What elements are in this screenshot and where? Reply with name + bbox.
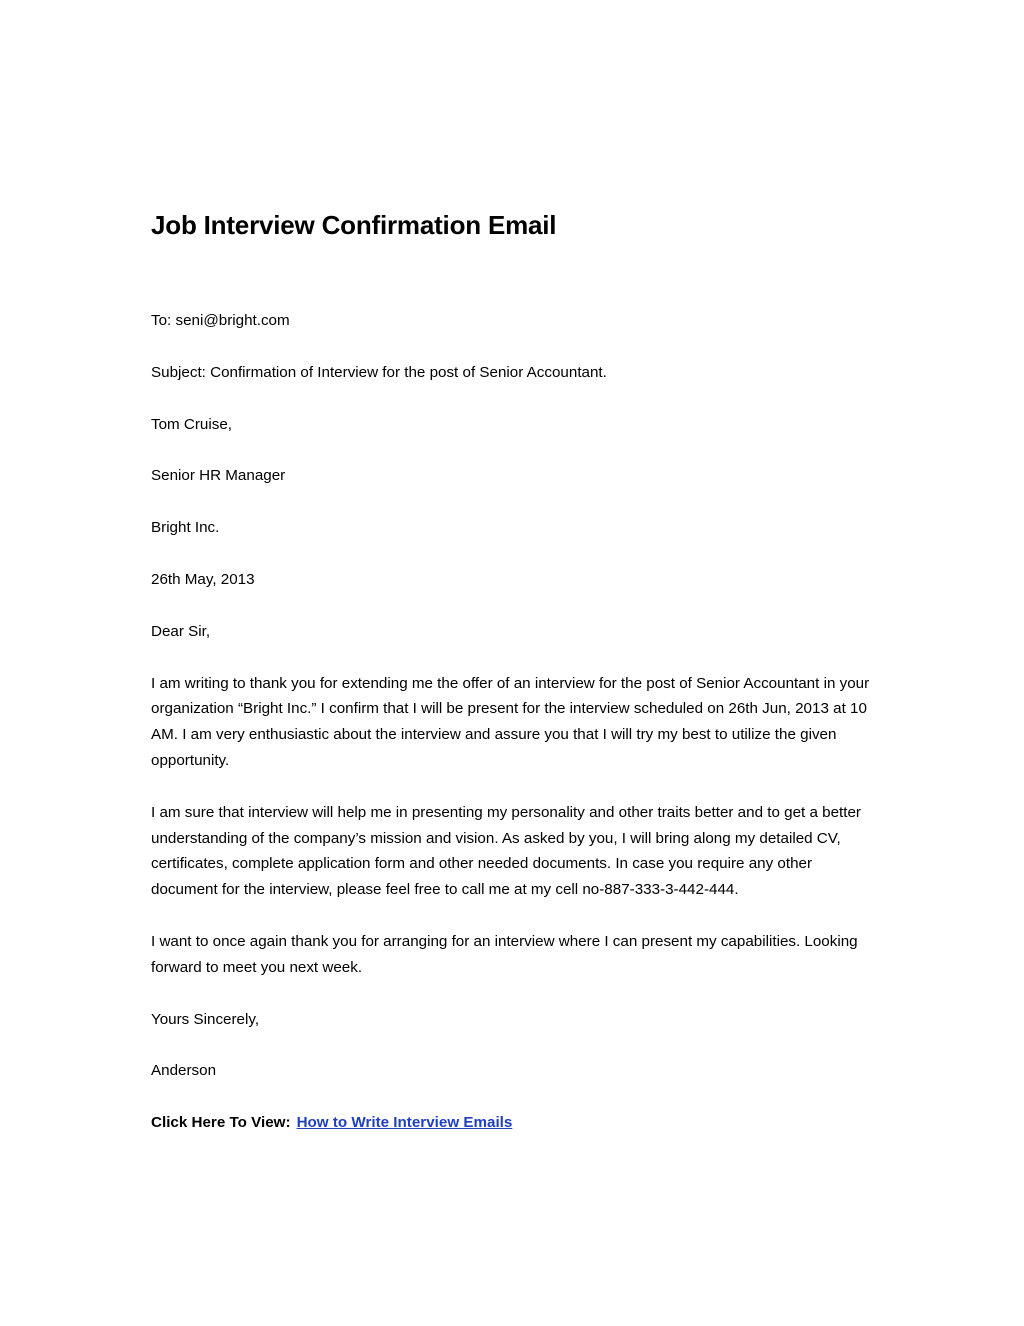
paragraph-3: I want to once again thank you for arranging for an interview where I can present my capabilities. Looking forward to meet you next week. xyxy=(151,932,858,976)
letter-body xyxy=(151,308,876,1136)
footer-label: Click Here To View: xyxy=(151,1114,291,1132)
closing: Yours Sincerely, xyxy=(151,1010,260,1028)
to-line: To: seni@bright.com xyxy=(151,312,290,329)
subject-line: Subject: Confirmation of Interview for the post of Senior Accountant. xyxy=(151,363,607,381)
company-name: Bright Inc. xyxy=(151,519,220,537)
letter-date: 26th May, 2013 xyxy=(151,570,255,588)
signature: Anderson xyxy=(151,1062,217,1080)
paragraph-1: I am writing to thank you for extending me the offer of an interview for the post of Senior Accountant in your organization “Bright Inc.” I confirm that I will be present for the interview scheduled on 26th Jun, 2013 at 10 AM. I am very enthusiastic about the interview and assure you that I will try my best to utilize the given opportunity. xyxy=(151,674,870,769)
salutation: Dear Sir, xyxy=(151,622,211,640)
recipient-title: Senior HR Manager xyxy=(151,467,286,485)
recipient-name: Tom Cruise, xyxy=(151,415,233,433)
footer-line xyxy=(151,1110,876,1136)
letter-content xyxy=(151,208,876,1136)
interview-emails-link[interactable]: How to Write Interview Emails xyxy=(296,1114,513,1132)
document-title: Job Interview Confirmation Email xyxy=(151,210,557,240)
paragraph-2: I am sure that interview will help me in presenting my personality and other traits better and to get a better understanding of the company’s mission and vision. As asked by you, I will bring along my detailed CV, certificates, complete application form and other needed documents. In case you require any other document for the interview, please feel free to call me at my cell no-887-333-3-442-444. xyxy=(151,803,861,899)
